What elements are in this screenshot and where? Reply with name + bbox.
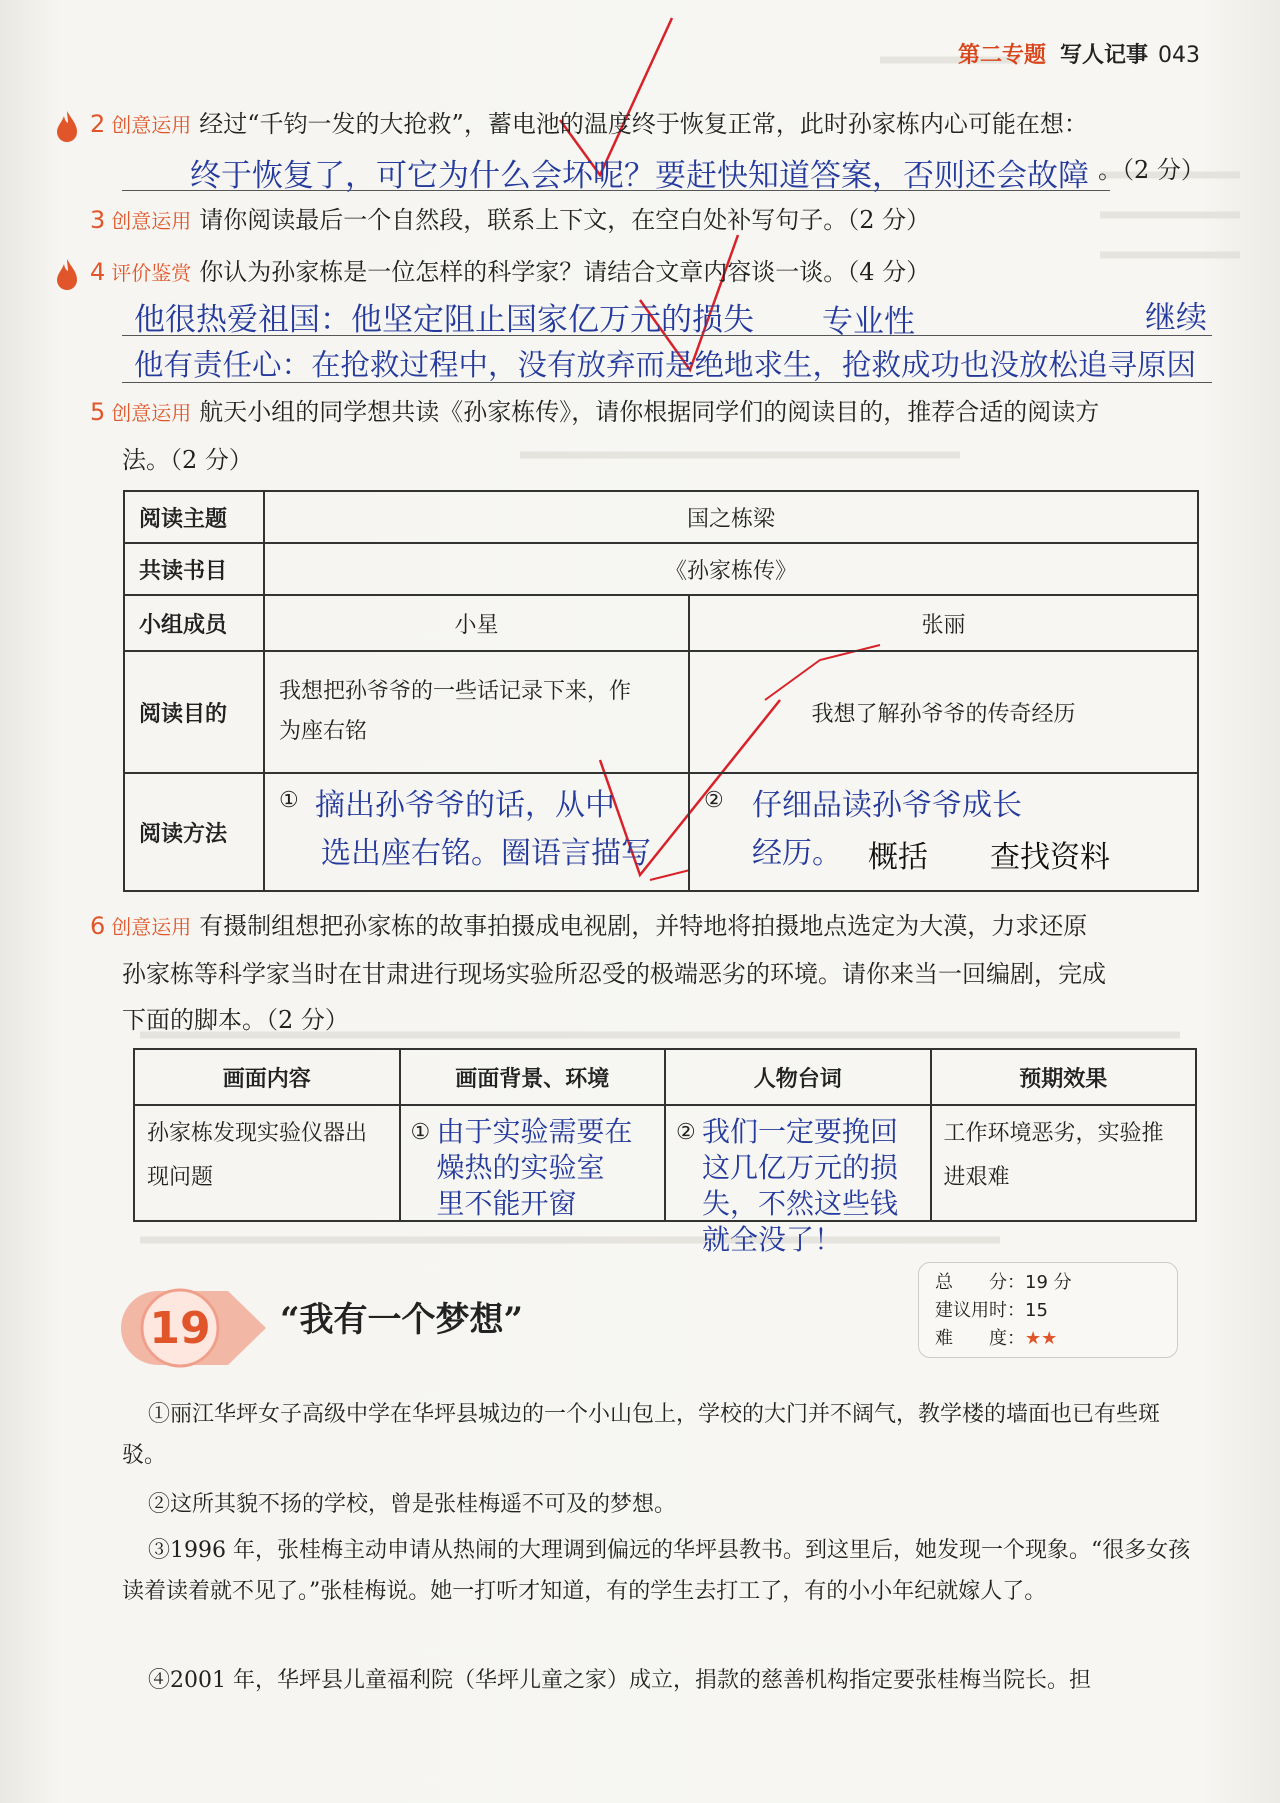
handwritten-note: 查找资料 [990, 840, 1110, 875]
question-4 [90, 252, 1210, 293]
score-note: 。（2 分） [1098, 156, 1205, 184]
question-number: 4 [90, 258, 106, 286]
info-time [935, 1297, 1161, 1325]
handwritten-background: 由于实验需要在 [436, 1115, 633, 1148]
passage-paragraph: ③1996 年，张桂梅主动申请从热闹的大理调到偏远的华坪县教书。到这里后，她发现一个现象。“很多女孩读着读着就不见了。”张桂梅说。她一打听才知道，有的学生去打工了，有的小小年纪就嫁人了。 [122, 1538, 1191, 1604]
column-header: 预期效果 [931, 1049, 1197, 1105]
info-label: 建议用时： [935, 1300, 1025, 1321]
lesson-number: 19 [149, 1303, 211, 1354]
column-header: 画面背景、环境 [400, 1049, 666, 1105]
handwritten-note: 继续 [1145, 300, 1207, 336]
expected-effect: 工作环境恶劣，实验推进艰难 [931, 1105, 1197, 1221]
page-number: 043 [1158, 43, 1200, 68]
question-tag: 评价鉴赏 [111, 261, 192, 285]
info-label: 总 分： [935, 1272, 1025, 1293]
reading-theme: 国之栋梁 [264, 491, 1198, 543]
question-text: 请你阅读最后一个自然段，联系上下文，在空白处补写句子。（2 分） [199, 206, 931, 234]
info-value: 15 [1025, 1300, 1048, 1321]
info-label: 难 度： [935, 1328, 1025, 1349]
info-difficulty [935, 1325, 1161, 1353]
handwritten-dialogue: 我们一定要挽回 [702, 1115, 899, 1148]
passage-paragraph: ②这所其貌不扬的学校，曾是张桂梅遥不可及的梦想。 [148, 1492, 677, 1517]
handwritten-note: 专业性 [822, 304, 915, 340]
reading-method-cell [689, 773, 1198, 891]
topic-label: 写人记事 [1059, 43, 1148, 68]
question-number: 3 [90, 206, 106, 234]
flame-icon [56, 258, 78, 292]
question-tag: 创意运用 [111, 401, 192, 425]
question-number: 5 [90, 398, 106, 426]
handwritten-dialogue: 这几亿万元的损 [702, 1151, 899, 1184]
lesson-info-box [918, 1262, 1178, 1358]
question-text-line-1: 有摄制组想把孙家栋的故事拍摄成电视剧，并特地将拍摄地点选定为大漠，力求还原 [199, 912, 1088, 940]
question-text-line-2: 法。（2 分） [122, 446, 253, 474]
scene-content: 孙家栋发现实验仪器出现问题 [134, 1105, 400, 1221]
passage-paragraph: ①丽江华坪女子高级中学在华坪县城边的一个小山包上，学校的大门并不阔气，教学楼的墙面也已有些斑驳。 [122, 1402, 1161, 1468]
question-6 [90, 906, 1210, 947]
info-value: 19 分 [1025, 1272, 1072, 1293]
handwritten-background: 里不能开窗 [436, 1187, 577, 1220]
book-title: 《孙家栋传》 [264, 543, 1198, 595]
circled-number: ② [704, 788, 724, 813]
handwritten-answer-line-2: 他有责任心：在抢救过程中，没有放弃而是绝地求生，抢救成功也没放松追寻原因 [134, 348, 1197, 382]
table-row-label: 阅读方法 [124, 773, 264, 891]
question-3 [90, 200, 1210, 241]
question-tag: 创意运用 [111, 915, 192, 939]
handwritten-background: 燥热的实验室 [436, 1151, 605, 1184]
handwritten-method: 仔细品读孙爷爷成长 [752, 788, 1022, 823]
handwritten-method: 经历。 [752, 836, 842, 871]
section-label: 第二专题 [957, 43, 1046, 68]
page-header [958, 38, 1200, 69]
lesson-title: “我有一个梦想” [280, 1300, 524, 1340]
difficulty-stars: ★★ [1025, 1328, 1058, 1349]
handwritten-dialogue: 就全没了！ [702, 1223, 843, 1256]
passage-paragraph: ④2001 年，华坪县儿童福利院（华坪儿童之家）成立，捐款的慈善机构指定要张桂梅当院长。担 [148, 1668, 1091, 1693]
reading-purpose: 我想把孙爷爷的一些话记录下来，作为座右铭 [264, 651, 689, 773]
handwritten-method: 摘出孙爷爷的话，从中 [315, 788, 615, 823]
handwritten-dialogue: 失，不然这些钱 [702, 1187, 899, 1220]
lesson-number-badge [118, 1285, 268, 1371]
question-text: 你认为孙家栋是一位怎样的科学家？请结合文章内容谈一谈。（4 分） [199, 258, 931, 286]
table-row-label: 共读书目 [124, 543, 264, 595]
question-tag: 创意运用 [111, 113, 192, 137]
handwritten-answer: 终于恢复了，可它为什么会坏呢？要赶快知道答案，否则还会故障 [190, 158, 1089, 194]
member-name: 小星 [264, 595, 689, 651]
question-2 [90, 104, 1210, 145]
table-row-label: 阅读主题 [124, 491, 264, 543]
dialogue-cell [665, 1105, 931, 1256]
handwritten-method: 选出座右铭。圈语言描写 [321, 836, 651, 871]
flame-icon [56, 110, 78, 144]
circled-number: ① [279, 788, 299, 813]
script-table [133, 1048, 1197, 1256]
question-text-line-2: 孙家栋等科学家当时在甘肃进行现场实验所忍受的极端恶劣的环境。请你来当一回编剧，完成 [122, 960, 1106, 988]
reading-purpose: 我想了解孙爷爷的传奇经历 [689, 651, 1198, 773]
question-text: 经过“千钧一发的大抢救”，蓄电池的温度终于恢复正常，此时孙家栋内心可能在想： [199, 110, 1088, 138]
question-text-line-1: 航天小组的同学想共读《孙家栋传》，请你根据同学们的阅读目的，推荐合适的阅读方 [199, 398, 1100, 426]
column-header: 画面内容 [134, 1049, 400, 1105]
circled-number: ② [676, 1120, 696, 1145]
reading-method-cell [264, 773, 689, 891]
info-total [935, 1269, 1161, 1297]
handwritten-answer-line-1: 他很热爱祖国：他坚定阻止国家亿万元的损失 [134, 302, 754, 338]
reading-plan-table [123, 490, 1199, 892]
handwritten-note: 概括 [868, 840, 928, 875]
question-text-line-3: 下面的脚本。（2 分） [122, 1006, 349, 1034]
member-name: 张丽 [689, 595, 1198, 651]
question-number: 6 [90, 912, 106, 940]
question-tag: 创意运用 [111, 209, 192, 233]
table-row-label: 小组成员 [124, 595, 264, 651]
question-5 [90, 392, 1210, 433]
scene-background-cell [400, 1105, 666, 1221]
question-number: 2 [90, 110, 106, 138]
table-row-label: 阅读目的 [124, 651, 264, 773]
column-header: 人物台词 [665, 1049, 931, 1105]
circled-number: ① [410, 1120, 431, 1145]
